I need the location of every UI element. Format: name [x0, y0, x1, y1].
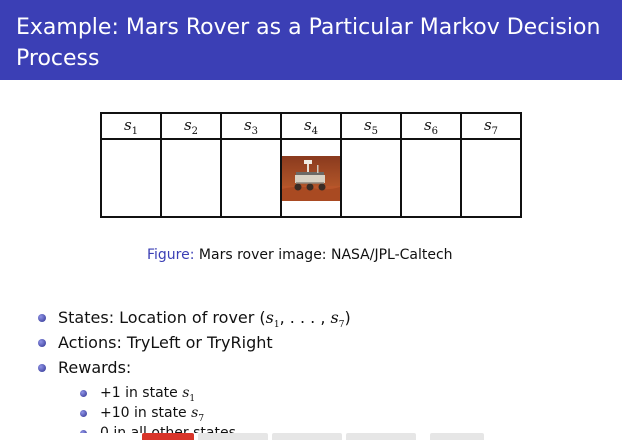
- state-header-row: [101, 113, 521, 139]
- state-body-row: [101, 139, 521, 217]
- state-cell: [401, 139, 461, 217]
- figure-label: Figure:: [147, 247, 195, 263]
- figure-caption: [147, 247, 453, 263]
- figure-caption-text: Mars rover image: NASA/JPL-Caltech: [198, 247, 453, 263]
- slide-title: Example: Mars Rover as a Particular Markov Decision Process: [16, 15, 601, 71]
- bullet-rewards: Rewards:: [38, 355, 351, 380]
- state-header-cell: $s_7$: [461, 113, 521, 139]
- slide-title-bar: [0, 0, 622, 80]
- toolbar-tab[interactable]: [198, 433, 268, 440]
- state-cell: [161, 139, 221, 217]
- mars-rover-image: [282, 156, 340, 201]
- bullet-actions: Actions: TryLeft or TryRight: [38, 330, 351, 355]
- state-cell: [101, 139, 161, 217]
- state-header-cell: $s_1$: [101, 113, 161, 139]
- bullet-states: States: Location of rover ($s_1$, . . . , $s_7$): [38, 305, 351, 330]
- reward-item: +10 in state $s_7$: [78, 403, 236, 423]
- state-cell: [461, 139, 521, 217]
- state-header-cell: $s_3$: [221, 113, 281, 139]
- toolbar-tab[interactable]: [272, 433, 342, 440]
- state-cell-rover: [281, 139, 341, 217]
- state-cell: [221, 139, 281, 217]
- bullet-list: [38, 305, 351, 380]
- toolbar-tab[interactable]: [430, 433, 484, 440]
- state-header-cell: $s_4$: [281, 113, 341, 139]
- toolbar-tab-red[interactable]: [142, 433, 194, 440]
- state-header-cell: $s_6$: [401, 113, 461, 139]
- state-header-cell: $s_2$: [161, 113, 221, 139]
- state-header-cell: $s_5$: [341, 113, 401, 139]
- toolbar-tab[interactable]: [346, 433, 416, 440]
- state-cell: [341, 139, 401, 217]
- state-grid: [100, 112, 522, 218]
- reward-item: +1 in state $s_1$: [78, 383, 236, 403]
